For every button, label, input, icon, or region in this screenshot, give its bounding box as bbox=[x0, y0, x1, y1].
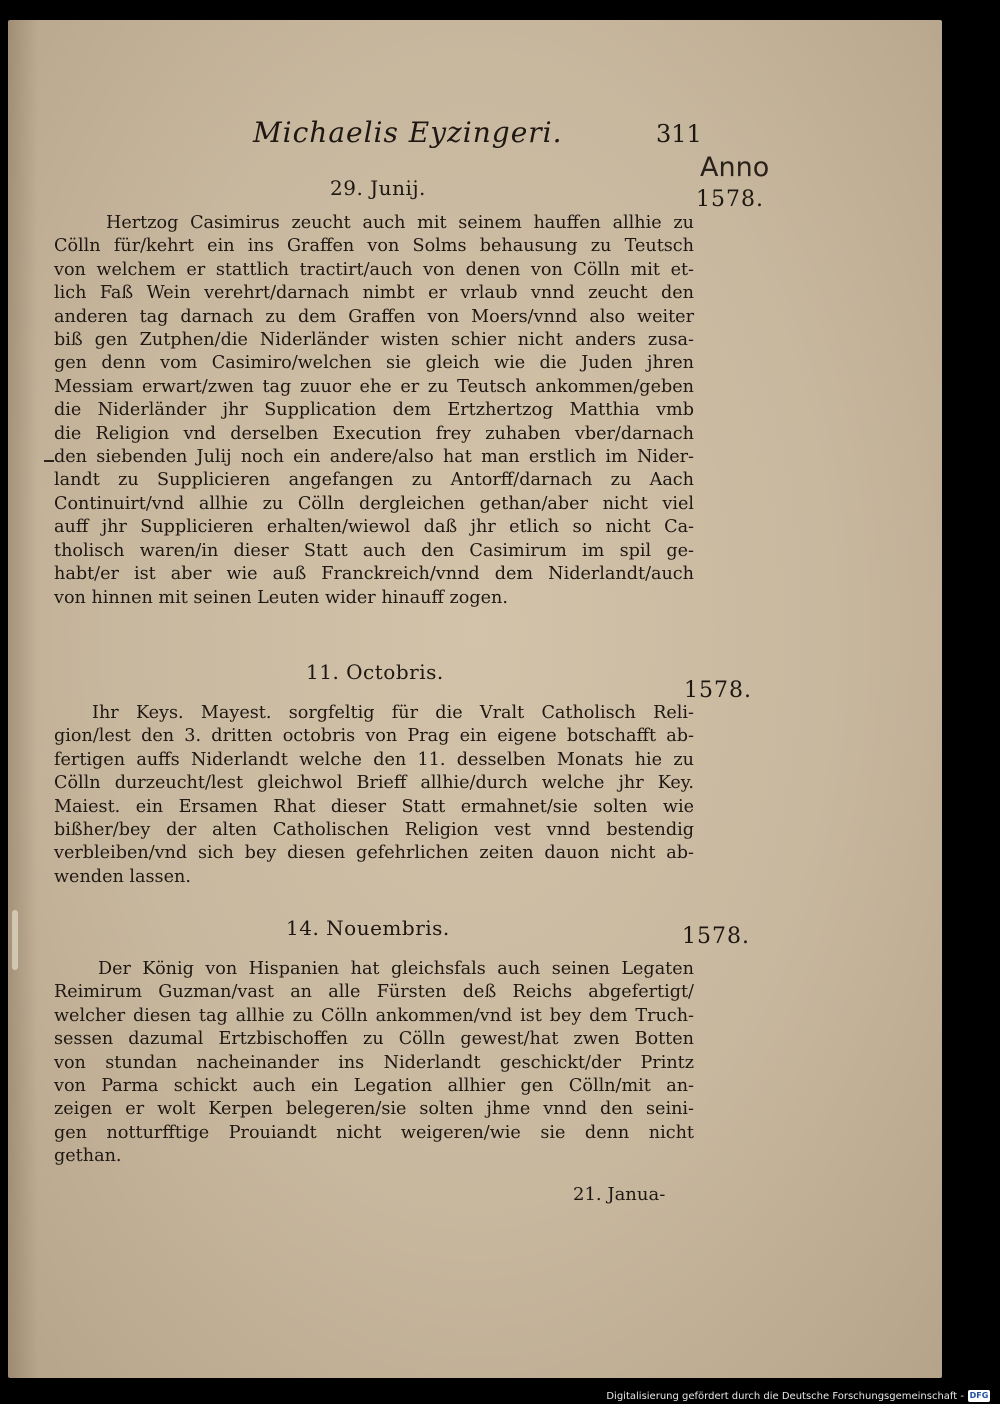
text-line: die Niderländer jhr Supplication dem Ertzhertzog Matthia vmb bbox=[54, 400, 694, 421]
text-line: die Religion vnd derselben Execution frey zuhaben vber/darnach bbox=[54, 423, 694, 444]
text-line: Ihr Keys. Mayest. sorgfeltig für die Vralt Catholisch Reli- bbox=[92, 703, 694, 723]
text-line: sessen dazumal Ertzbischoffen zu Cölln gewest/hat zwen Botten bbox=[54, 1029, 694, 1050]
paragraph bbox=[54, 212, 694, 610]
margin-year: 1578. bbox=[682, 924, 750, 949]
text-line: gen notturfftige Prouiandt nicht weigeren/wie sie denn nicht bbox=[54, 1122, 694, 1143]
text-line: tholisch waren/in dieser Statt auch den Casimirum im spil ge- bbox=[54, 540, 694, 561]
book-page bbox=[8, 20, 942, 1378]
catchword: 21. Janua- bbox=[573, 1184, 666, 1205]
text-line: Reimirum Guzman/vast an alle Fürsten deß Reichs abgefertigt/ bbox=[54, 982, 694, 1003]
text-line: gethan. bbox=[54, 1146, 122, 1167]
text-line: auff jhr Supplicieren erhalten/wiewol daß jhr etlich so nicht Ca- bbox=[54, 517, 694, 538]
text-line: den siebenden Julij noch ein andere/also hat man erstlich im Nider- bbox=[54, 447, 694, 468]
text-line: von welchem er stattlich tractirt/auch von denen von Cölln mit et- bbox=[54, 259, 694, 280]
running-head: Michaelis Eyzingeri. bbox=[253, 116, 563, 149]
text-line: landt zu Supplicieren angefangen zu Antorff/darnach zu Aach bbox=[54, 470, 694, 491]
text-line: habt/er ist aber wie auß Franckreich/vnnd dem Niderlandt/auch bbox=[54, 564, 694, 585]
text-line: Cölln durzeucht/lest gleichwol Brieff allhie/durch welche jhr Key. bbox=[54, 773, 694, 794]
text-line: fertigen auffs Niderlandt welche den 11. desselben Monats hie zu bbox=[54, 749, 694, 770]
text-line: wenden lassen. bbox=[54, 866, 191, 887]
text-line: von hinnen mit seinen Leuten wider hinauff zogen. bbox=[54, 587, 508, 608]
text-line: bißher/bey der alten Catholischen Religion vest vnnd bestendig bbox=[54, 820, 694, 841]
page-number: 311 bbox=[656, 120, 702, 148]
margin-year: 1578. bbox=[696, 187, 764, 212]
section-date: 29. Junij. bbox=[330, 176, 426, 200]
text-line: lich Faß Wein verehrt/darnach nimbt er vrlaub vnnd zeucht den bbox=[54, 283, 694, 304]
dfg-logo-icon: DFG bbox=[969, 1391, 989, 1400]
text-line: zeigen er wolt Kerpen belegeren/sie solten jhme vnnd den seini- bbox=[54, 1099, 694, 1120]
text-line: von stundan nacheinander ins Niderlandt geschickt/der Printz bbox=[54, 1052, 694, 1073]
text-line: gen denn vom Casimiro/welchen sie gleich wie die Juden jhren bbox=[54, 353, 694, 374]
margin-tick bbox=[44, 460, 54, 462]
section-date: 11. Octobris. bbox=[306, 660, 444, 684]
text-line: biß gen Zutphen/die Niderländer wisten schier nicht anders zusa- bbox=[54, 330, 694, 351]
paragraph bbox=[54, 958, 694, 1169]
text-line: verbleiben/vnd sich bey diesen gefehrlichen zeiten dauon nicht ab- bbox=[54, 843, 694, 864]
text-line: Cölln für/kehrt ein ins Graffen von Solms behausung zu Teutsch bbox=[54, 236, 694, 257]
anno-label: Anno bbox=[700, 152, 770, 183]
credit-text: Digitalisierung gefördert durch die Deutsche Forschungsgemeinschaft - bbox=[606, 1390, 964, 1402]
paragraph bbox=[54, 702, 694, 889]
text-line: Der König von Hispanien hat gleichsfals auch seinen Legaten bbox=[98, 959, 694, 979]
text-line: anderen tag darnach zu dem Graffen von Moers/vnnd also weiter bbox=[54, 306, 694, 327]
margin-year: 1578. bbox=[684, 678, 752, 703]
text-line: welcher diesen tag allhie zu Cölln ankommen/vnd ist bey dem Truch- bbox=[54, 1005, 694, 1026]
text-line: gion/lest den 3. dritten octobris von Prag ein eigene botschafft ab- bbox=[54, 726, 694, 747]
text-line: von Parma schickt auch ein Legation allhier gen Cölln/mit an- bbox=[54, 1076, 694, 1097]
text-line: Maiest. ein Ersamen Rhat dieser Statt ermahnet/sie solten wie bbox=[54, 796, 694, 817]
text-line: Hertzog Casimirus zeucht auch mit seinem hauffen allhie zu bbox=[106, 213, 694, 233]
text-line: Continuirt/vnd allhie zu Cölln dergleichen gethan/aber nicht viel bbox=[54, 493, 694, 514]
section-date: 14. Nouembris. bbox=[286, 916, 450, 940]
text-line: Messiam erwart/zwen tag zuuor ehe er zu Teutsch ankommen/geben bbox=[54, 376, 694, 397]
page-edge-mark bbox=[12, 910, 18, 970]
digitization-credit bbox=[606, 1390, 990, 1402]
